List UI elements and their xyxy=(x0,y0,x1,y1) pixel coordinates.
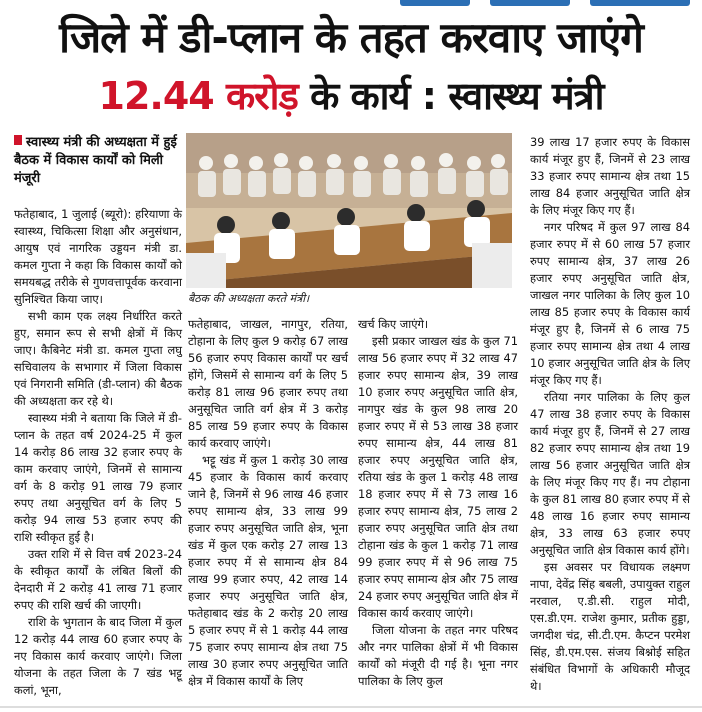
bottom-rule xyxy=(0,706,702,708)
paragraph: राशि के भुगतान के बाद जिला में कुल 12 करोड़ 44 लाख 60 हजार रुपए के नए विकास कार्य करवाए जाएंगे। जिला योजना के तहत जिला के 7 खंड भट्टू कलां, भूना, xyxy=(14,615,182,697)
paragraph: जिला योजना के तहत नगर परिषद और नगर पालिका क्षेत्रों में भी विकास कार्यों को मंजूरी दी गई है। भूना नगर पालिका के लिए कुल xyxy=(358,623,518,688)
headline-line-2 xyxy=(0,72,702,120)
paragraph: उक्त राशि में से वित्त वर्ष 2023-24 के स्वीकृत कार्यों के लंबित बिलों की देनदारी में 2 करोड़ 41 लाख 71 हजार रुपए की राशि खर्च की जाएगी। xyxy=(14,547,182,612)
subheading xyxy=(14,134,182,188)
article-column-2 xyxy=(188,316,348,690)
headline-line-2-rest: के कार्य : स्वास्थ्य मंत्री xyxy=(297,74,604,118)
paragraph: फतेहाबाद, 1 जुलाई (ब्यूरो): हरियाणा के स्वास्थ्य, चिकित्सा शिक्षा और अनुसंधान, आयुष एवं नागरिक उड्डयन मंत्री डा. कमल गुप्ता ने कहा कि विकास कार्यों को समयबद्ध तरीके से गुणवत्तापूर्वक करवाना सुनिश्चित किया जाए। xyxy=(14,207,182,306)
headline-amount: 12.44 करोड़ xyxy=(98,74,298,118)
paragraph: नगर परिषद में कुल 97 लाख 84 हजार रुपए में से 60 लाख 57 हजार रुपए सामान्य क्षेत्र, 37 लाख 26 हजार रुपए अनुसूचित जाति क्षेत्र, जाखल नगर पालिका के लिए कुल 10 लाख 85 हजार रुपए के विकास कार्य मंजूर हुए है, जिनमें से 6 लाख 75 हजार रुपए सामान्य क्षेत्र तथा 4 लाख 10 हजार अनुसूचित जाति क्षेत्र के लिए मंजूर किए गए हैं। xyxy=(530,220,690,387)
headline-line-1: जिले में डी-प्लान के तहत करवाए जाएंगे xyxy=(59,13,643,62)
subheading-text: स्वास्थ्य मंत्री की अध्यक्षता में हुई बैठक में विकास कार्यों को मिली मंजूरी xyxy=(14,135,177,186)
paragraph: रतिया नगर पालिका के लिए कुल 47 लाख 38 हजार रुपए के विकास कार्य मंजूर हुए हैं, जिनमें से 27 लाख 82 हजार रुपए सामान्य क्षेत्र तथा 19 लाख 56 हजार अनुसूचित जाति क्षेत्र के लिए मंजूर किए गए हैं। नप टोहाना के कुल 81 लाख 80 हजार रुपए में से 48 लाख 16 हजार रुपए सामान्य क्षेत्र, 33 लाख 63 हजार रुपए अनुसूचित जाति क्षेत्र विकास कार्य होंगे। xyxy=(530,390,690,557)
paragraph: स्वास्थ्य मंत्री ने बताया कि जिले में डी-प्लान के तहत वर्ष 2024-25 में कुल 14 करोड़ 86 लाख 32 हजार रुपए के काम करवाए जाएंगे, जिनमें से सामान्य वर्ग के 8 करोड़ 91 लाख 79 हजार रुपए तथा अनुसूचित वर्ग के लिए 5 करोड़ 94 लाख 53 हजार रुपए की राशि स्वीकृत हुई है। xyxy=(14,411,182,544)
paragraph: सभी काम एक लक्ष्य निर्धारित करते हुए, समान रूप से सभी क्षेत्रों में किए जाए। कैबिनेट मंत्री डा. कमल गुप्ता लघु सचिवालय के सभागार में जिला विकास एवं निगरानी समिति (डी-प्लान) की बैठक की अध्यक्षता कर रहे थे। xyxy=(14,309,182,408)
paragraph: 39 लाख 17 हजार रुपए के विकास कार्य मंजूर हुए हैं, जिनमें से 23 लाख 33 हजार रुपए सामान्य क्षेत्र तथा 15 लाख 84 हजार अनुसूचित जाति क्षेत्र के लिए मंजूर किए गए हैं। xyxy=(530,135,690,217)
article-column-1 xyxy=(14,206,182,699)
article-column-3 xyxy=(358,316,518,690)
meeting-photo-illustration xyxy=(186,133,512,288)
top-banner-strip xyxy=(380,0,702,8)
paragraph: इस अवसर पर विधायक लक्ष्मण नापा, देवेंद्र सिंह बबली, उपायुक्त राहुल नरवाल, ए.डी.सी. राहुल मोदी, एस.डी.एम. राजेश कुमार, प्रतीक हुड्डा, जगदीश चंद्र, सी.टी.एम. कैप्टन परमेश सिंह, डी.एम.एस. संजय बिश्नोई सहित संबंधित विभागों के अधिकारी मौजूद थे। xyxy=(530,560,690,693)
paragraph: इसी प्रकार जाखल खंड के कुल 71 लाख 56 हजार रुपए में 32 लाख 47 हजार रुपए सामान्य क्षेत्र, 39 लाख 10 हजार रुपए अनुसूचित जाति क्षेत्र, नागपुर खंड के कुल 98 लाख 20 हजार रुपए में से 53 लाख 38 हजार रुपए सामान्य क्षेत्र, 44 लाख 81 हजार रुपए अनुसूचित जाति क्षेत्र, रतिया खंड के कुल 1 करोड़ 48 लाख 18 हजार रुपए में से 73 लाख 16 हजार रुपए सामान्य क्षेत्र, 75 लाख 2 हजार रुपए अनुसूचित जाति क्षेत्र तथा टोहाना खंड के कुल 1 करोड़ 71 लाख 99 हजार रुपए में से 96 लाख 75 हजार रुपए सामान्य क्षेत्र और 75 लाख 24 हजार रुपए अनुसूचित जाति क्षेत्र में विकास कार्य करवाए जाएंगे। xyxy=(358,334,518,620)
article-column-4 xyxy=(530,134,690,695)
subhead-bullet xyxy=(14,135,22,145)
paragraph: भट्टू खंड में कुल 1 करोड़ 30 लाख 45 हजार के विकास कार्य करवाए जाने है, जिनमें से 96 लाख 46 हजार रुपए सामान्य क्षेत्र, 33 लाख 99 हजार रुपए अनुसूचित जाति क्षेत्र, भूना खंड में कुल एक करोड़ 27 लाख 13 हजार रुपए में से सामान्य क्षेत्र 84 लाख 99 हजार रुपए, 42 लाख 14 हजार रुपए अनुसूचित जाति क्षेत्र, फतेहाबाद खंड के 2 करोड़ 20 लाख 5 हजार रुपए में से 1 करोड़ 44 लाख 75 हजार रुपए सामान्य क्षेत्र तथा 75 लाख 30 हजार रुपए अनुसूचित जाति क्षेत्र में विकास कार्यों के लिए xyxy=(188,453,348,688)
paragraph: खर्च किए जाएंगे। xyxy=(358,317,429,331)
paragraph: फतेहाबाद, जाखल, नागपुर, रतिया, टोहाना के लिए कुल 9 करोड़ 67 लाख 56 हजार रुपए विकास कार्यों पर खर्च होंगे, जिसमें से सामान्य वर्ग के लिए 5 करोड़ 81 लाख 96 हजार रुपए तथा अनुसूचित जाति वर्ग क्षेत्र में 3 करोड़ 85 लाख 59 हजार रुपए के विकास कार्य करवाए जाएंगे। xyxy=(188,317,348,450)
meeting-photo xyxy=(186,133,512,288)
photo-caption: बैठक की अध्यक्षता करते मंत्री। xyxy=(188,292,310,305)
